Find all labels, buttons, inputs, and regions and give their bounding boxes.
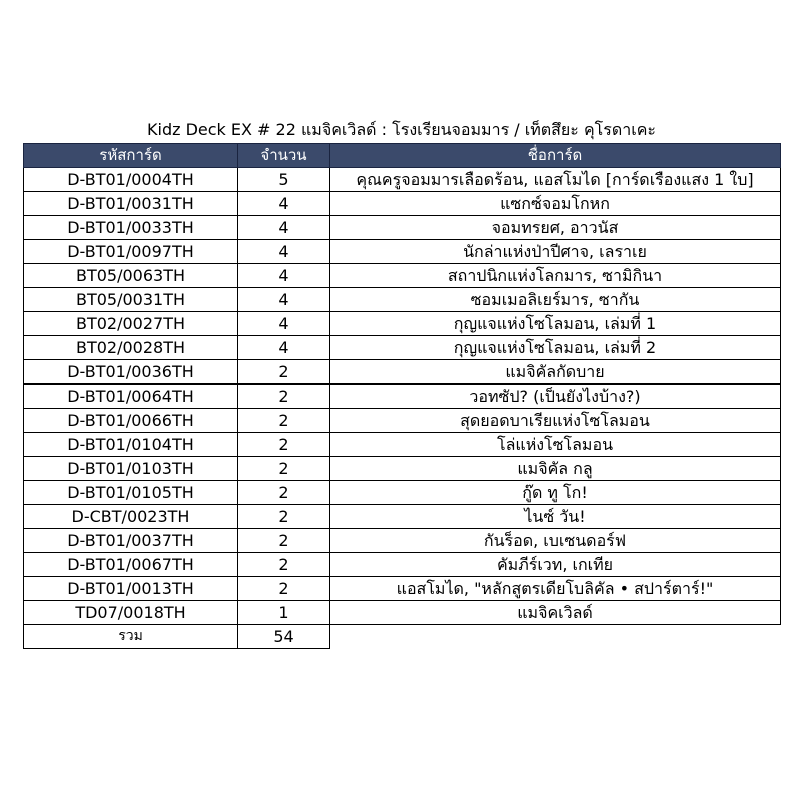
table-row	[24, 360, 781, 385]
card-name-cell: กันร็อด, เบเซนดอร์ฟ	[330, 529, 781, 553]
table-row	[24, 433, 781, 457]
table-row	[24, 601, 781, 625]
card-code-cell: D-BT01/0004TH	[24, 168, 238, 192]
table-row	[24, 481, 781, 505]
total-value: 54	[238, 625, 330, 649]
header-row	[24, 144, 781, 168]
total-label: รวม	[24, 625, 238, 649]
total-row	[24, 625, 781, 649]
quantity-cell: 4	[238, 288, 330, 312]
card-code-cell: D-BT01/0103TH	[24, 457, 238, 481]
table-row	[24, 240, 781, 264]
quantity-cell: 2	[238, 457, 330, 481]
table-row	[24, 312, 781, 336]
table-row	[24, 505, 781, 529]
card-name-cell: ซอมเมอลิเยร์มาร, ซากัน	[330, 288, 781, 312]
card-name-cell: แซกซ์จอมโกหก	[330, 192, 781, 216]
card-name-cell: แมจิคเวิลด์	[330, 601, 781, 625]
table-row	[24, 409, 781, 433]
card-name-cell: แมจิคัล กลู	[330, 457, 781, 481]
table-row	[24, 192, 781, 216]
card-name-cell: กุญแจแห่งโซโลมอน, เล่มที่ 2	[330, 336, 781, 360]
card-code-cell: D-BT01/0036TH	[24, 360, 238, 385]
header-quantity: จำนวน	[238, 144, 330, 168]
quantity-cell: 2	[238, 360, 330, 385]
quantity-cell: 2	[238, 433, 330, 457]
card-code-cell: BT05/0031TH	[24, 288, 238, 312]
quantity-cell: 4	[238, 264, 330, 288]
total-blank-cell	[330, 625, 781, 649]
card-code-cell: D-BT01/0033TH	[24, 216, 238, 240]
card-code-cell: BT05/0063TH	[24, 264, 238, 288]
quantity-cell: 4	[238, 240, 330, 264]
table-row	[24, 216, 781, 240]
card-name-cell: จอมทรยศ, อาวนัส	[330, 216, 781, 240]
card-code-cell: D-BT01/0067TH	[24, 553, 238, 577]
card-name-cell: กู๊ด ทู โก!	[330, 481, 781, 505]
deck-rows	[24, 168, 781, 625]
quantity-cell: 1	[238, 601, 330, 625]
quantity-cell: 2	[238, 505, 330, 529]
card-code-cell: D-BT01/0037TH	[24, 529, 238, 553]
table-row	[24, 529, 781, 553]
deck-title: Kidz Deck EX # 22 แมจิคเวิลด์ : โรงเรียนจอมมาร / เท็ตสึยะ คุโรดาเคะ	[147, 120, 656, 139]
quantity-cell: 2	[238, 553, 330, 577]
card-code-cell: D-BT01/0104TH	[24, 433, 238, 457]
table-row	[24, 553, 781, 577]
quantity-cell: 2	[238, 481, 330, 505]
card-name-cell: สุดยอดบาเรียแห่งโซโลมอน	[330, 409, 781, 433]
table-row	[24, 577, 781, 601]
card-code-cell: D-BT01/0064TH	[24, 384, 238, 409]
card-code-cell: D-BT01/0013TH	[24, 577, 238, 601]
quantity-cell: 2	[238, 577, 330, 601]
card-name-cell: คัมภีร์เวท, เกเทีย	[330, 553, 781, 577]
quantity-cell: 4	[238, 336, 330, 360]
card-name-cell: แอสโมได, "หลักสูตรเดียโบลิคัล • สปาร์ตาร์!"	[330, 577, 781, 601]
card-code-cell: D-CBT/0023TH	[24, 505, 238, 529]
table-row	[24, 384, 781, 409]
card-name-cell: ไนซ์ วัน!	[330, 505, 781, 529]
card-code-cell: D-BT01/0031TH	[24, 192, 238, 216]
quantity-cell: 2	[238, 384, 330, 409]
quantity-cell: 2	[238, 409, 330, 433]
deck-table	[23, 143, 781, 649]
quantity-cell: 4	[238, 192, 330, 216]
card-code-cell: BT02/0028TH	[24, 336, 238, 360]
header-card-code: รหัสการ์ด	[24, 144, 238, 168]
card-code-cell: BT02/0027TH	[24, 312, 238, 336]
table-row	[24, 264, 781, 288]
card-name-cell: นักล่าแห่งป่าปีศาจ, เลราเย	[330, 240, 781, 264]
table-row	[24, 457, 781, 481]
card-name-cell: โล่แห่งโซโลมอน	[330, 433, 781, 457]
quantity-cell: 4	[238, 216, 330, 240]
quantity-cell: 2	[238, 529, 330, 553]
card-name-cell: คุณครูจอมมารเลือดร้อน, แอสโมได [การ์ดเรืองแสง 1 ใบ]	[330, 168, 781, 192]
card-name-cell: แมจิคัลกัดบาย	[330, 360, 781, 385]
card-code-cell: TD07/0018TH	[24, 601, 238, 625]
table-row	[24, 336, 781, 360]
quantity-cell: 4	[238, 312, 330, 336]
card-code-cell: D-BT01/0097TH	[24, 240, 238, 264]
card-code-cell: D-BT01/0105TH	[24, 481, 238, 505]
card-name-cell: กุญแจแห่งโซโลมอน, เล่มที่ 1	[330, 312, 781, 336]
header-card-name: ชื่อการ์ด	[330, 144, 781, 168]
card-code-cell: D-BT01/0066TH	[24, 409, 238, 433]
card-name-cell: วอทซัป? (เป็นยังไงบ้าง?)	[330, 384, 781, 409]
table-row	[24, 288, 781, 312]
table-row	[24, 168, 781, 192]
quantity-cell: 5	[238, 168, 330, 192]
card-name-cell: สถาปนิกแห่งโลกมาร, ซามิกินา	[330, 264, 781, 288]
